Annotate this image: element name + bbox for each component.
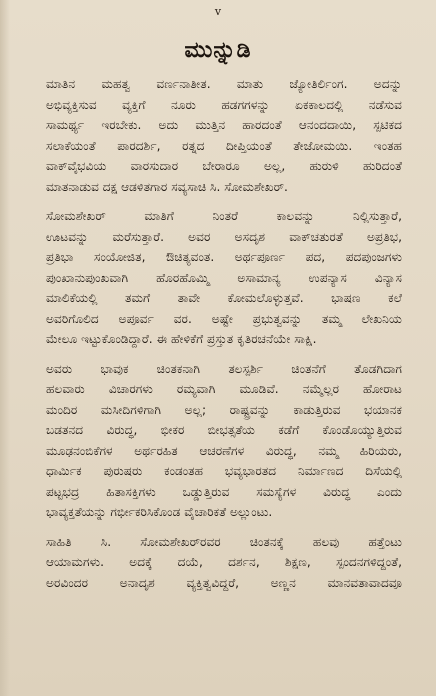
text-line: ವಾಕ್‌ವೈಭವಿಯ ವಾರಸುದಾರ ಬೇರಾರೂ ಅಲ್ಲ, ಹುರುಳಿ ಹುರಿದಂತೆ <box>46 159 402 173</box>
text-line: ಮಾತಿನ ಮಹತ್ವ ವರ್ಣನಾತೀತ. ಮಾತು ಜ್ಯೋತಿರ್ಲಿಂಗ. ಅದನ್ನು <box>46 77 402 91</box>
text-line: ಸಾಮರ್ಥ್ಯ ಇರಬೇಕು. ಅದು ಮುತ್ತಿನ ಹಾರದಂತೆ ಆನಂದದಾಯಿ, ಸ್ಪಟಿಕದ <box>46 118 402 132</box>
text-line: ಬಡತನದ ವಿರುದ್ಧ, ಭೀಕರ ಬೀಭತ್ಸತೆಯ ಕಡೆಗೆ ಕೊಂಡೊಯ್ಯುತ್ತಿರುವ <box>46 423 402 437</box>
paragraph-1 <box>46 74 402 197</box>
text-line: ಮಾಲಿಕೆಯಲ್ಲಿ ತಮಗೆ ತಾವೇ ಕೋಮಲೊಳ್ಳುತ್ತವೆ. ಭಾಷಣ ಕಲೆ <box>46 291 402 305</box>
text-line: ಪುಂಖಾನುಪುಂಖವಾಗಿ ಹೊರಹೊಮ್ಮಿ ಅಸಾಮಾನ್ಯ ಉಪನ್ಯಾಸ ವಿನ್ಯಾಸ <box>46 270 402 285</box>
text-line: ಊಟವನ್ನು ಮರೆಸುತ್ತಾರೆ. ಅವರ ಅಸದೃಶ ವಾಕ್‌ಚತುರತೆ ಅಪ್ರತಿಭ, <box>46 229 402 244</box>
text-line: ಸಾಹಿತಿ ಸಿ. ಸೋಮಶೇಖರ್‌ರವರ ಚಿಂತನಕ್ಕೆ ಹಲವು ಹತ್ತೆಂಟು <box>46 534 402 549</box>
text-line: ಅವರು ಭಾವುಕ ಚಿಂತಕನಾಗಿ ತಲಸ್ಪರ್ಶಿ ಚಿಂತನೆಗೆ ತೊಡಗಿದಾಗ <box>46 361 402 376</box>
text-line: ಹಲವಾರು ವಿಚಾರಗಳು ರಮ್ಯವಾಗಿ ಮೂಡಿವೆ. ನಮ್ಮೆಲ್ಲರ ಹೋರಾಟ <box>46 382 402 396</box>
text-line: ಮೇಲೂ ಇಟ್ಟುಕೊಂಡಿದ್ದಾರೆ. ಈ ಹೇಳಿಕೆಗೆ ಪ್ರಸ್ತುತ ಕೃತಿರಚನೆಯೇ ಸಾಕ್ಷಿ. <box>46 332 317 346</box>
text-line: ಮೂಢನಂಬಿಕೆಗಳ ಅರ್ಥರಹಿತ ಆಚರಣೆಗಳ ವಿರುದ್ಧ, ನಮ್ಮ ಹಿರಿಯರು, <box>46 443 402 458</box>
text-line: ಧಾರ್ಮಿಕ ಪುರುಷರು ಕಂಡಂತಹ ಭವ್ಯಭಾರತದ ನಿರ್ಮಾಣದ ದಿಸೆಯಲ್ಲಿ <box>46 464 402 478</box>
text-line: ಭಾವ್ಯಕ್ತತೆಯನ್ನು ಗರ್ಭೀಕರಿಸಿಕೊಂಡ ವೈಚಾರಿಕತೆ ಅಲ್ಲುಂಟು. <box>46 505 273 519</box>
text-line: ಅಭಿವ್ಯಕ್ತಿಸುವ ವ್ಯಕ್ತಿಗೆ ನೂರು ಹಡಗಗಳನ್ನು ಏಕಕಾಲದಲ್ಲಿ ನಡೆಸುವ <box>46 97 402 112</box>
text-line: ಮಂದಿರ ಮಸೀದಿಗಳಿಗಾಗಿ ಅಲ್ಲ; ರಾಷ್ಟ್ರವನ್ನು ಕಾಡುತ್ತಿರುವ ಭಯಾನಕ <box>46 402 402 417</box>
page-title: ಮುನ್ನುಡಿ <box>184 38 252 63</box>
paragraph-2 <box>46 206 402 350</box>
text-line: ಆಯಾಮಗಳು. ಅದಕ್ಕೆ ದಯೆ, ದರ್ಶನ, ಶಿಕ್ಷಣ, ಸ್ಪಂದನಗಳಿದ್ದಂತೆ, <box>46 555 402 569</box>
body-text <box>46 74 402 602</box>
text-line: ಅರವಿಂದರ ಅನಾದೃಶ ವ್ಯಕ್ತಿತ್ವವಿದ್ದರೆ, ಅಣ್ಣನ ಮಾನವತಾವಾದವೂ <box>46 575 402 590</box>
text-line: ಸಲಾಕೆಯಂತೆ ಪಾರದರ್ಶಿ, ರತ್ನದ ದೀಪ್ತಿಯಂತೆ ತೇಜೋಮಯಿ. ಇಂತಹ <box>46 138 402 153</box>
page-number: v <box>214 5 222 18</box>
text-line: ಅವರಿಗೊಲಿದ ಅಪೂರ್ವ ವರ. ಅಷ್ಟೇ ಪ್ರಭುತ್ವವನ್ನು ತಮ್ಮ ಲೇಖನಿಯ <box>46 311 402 326</box>
text-line: ಪ್ರತಿಭಾ ಸಂಯೋಜಿತ, ಔಚಿತ್ಯವಂತ. ಅರ್ಥಪೂರ್ಣ ಪದ, ಪದಪುಂಜಗಳು <box>46 250 402 264</box>
text-line: ಪಟ್ಟಭದ್ರ ಹಿತಾಸಕ್ತಿಗಳು ಒಡ್ಡುತ್ತಿರುವ ಸಮಸ್ಯೆಗಳ ವಿರುದ್ಧ ಎಂದು <box>46 484 402 499</box>
text-line: ಸೋಮಶೇಖರ್ ಮಾತಿಗೆ ನಿಂತರೆ ಕಾಲವನ್ನು ನಿಲ್ಲಿಸುತ್ತಾರೆ, <box>46 209 402 223</box>
text-line: ಮಾತನಾಡುವ ದಕ್ಷ ಆಡಳಿತಗಾರ ಸವ್ಯಸಾಚಿ ಸಿ. ಸೋಮಶೇಖರ್. <box>46 179 288 194</box>
paragraph-4 <box>46 532 402 594</box>
paragraph-3 <box>46 359 402 523</box>
